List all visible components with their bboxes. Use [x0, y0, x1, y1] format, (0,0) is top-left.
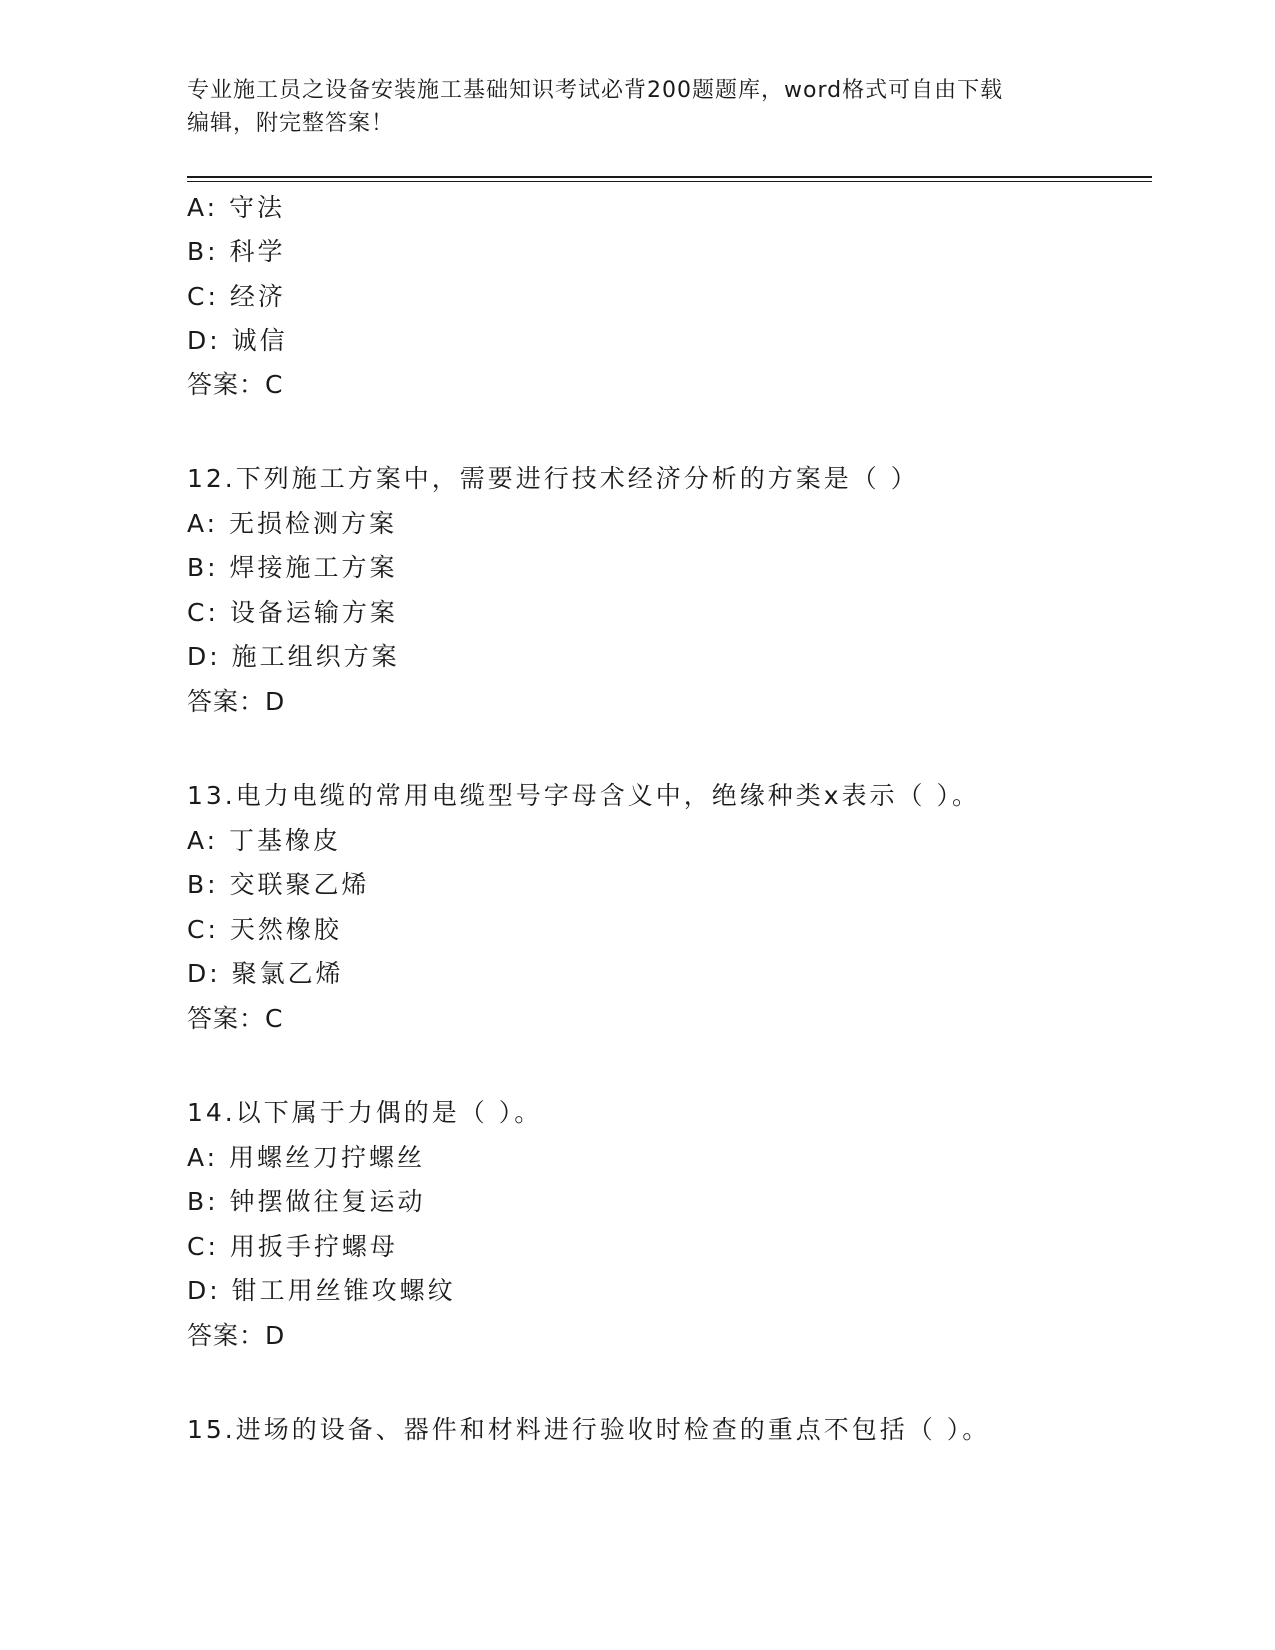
q14-answer: 答案：D — [187, 1321, 286, 1350]
header-divider-thin — [187, 181, 1152, 182]
document-header — [187, 74, 1087, 140]
q13-option-c: C: 天然橡胶 — [187, 915, 342, 944]
q11-option-d: D: 诚信 — [187, 326, 288, 355]
header-title-line-1: 专业施工员之设备安装施工基础知识考试必背200题题库，word格式可自由下载 — [187, 78, 1004, 103]
q11-option-a: A: 守法 — [187, 193, 286, 222]
q12-option-c: C: 设备运输方案 — [187, 598, 398, 627]
q14-option-b: B: 钟摆做往复运动 — [187, 1187, 426, 1216]
q12-stem: 12.下列施工方案中，需要进行技术经济分析的方案是（ ） — [187, 464, 919, 493]
q11-answer: 答案：C — [187, 370, 284, 399]
q13-stem: 13.电力电缆的常用电缆型号字母含义中，绝缘种类x表示（ ）。 — [187, 781, 981, 810]
q11-option-b: B: 科学 — [187, 237, 286, 266]
q13-option-a: A: 丁基橡皮 — [187, 826, 342, 855]
q14-option-a: A: 用螺丝刀拧螺丝 — [187, 1143, 426, 1172]
q15-stem: 15.进场的设备、器件和材料进行验收时检查的重点不包括（ ）。 — [187, 1415, 991, 1444]
q13-option-b: B: 交联聚乙烯 — [187, 870, 370, 899]
header-title-line-2: 编辑，附完整答案！ — [187, 111, 395, 136]
header-divider-thick — [187, 176, 1152, 178]
q11-option-c: C: 经济 — [187, 282, 286, 311]
q14-stem: 14.以下属于力偶的是（ ）。 — [187, 1098, 543, 1127]
q12-option-b: B: 焊接施工方案 — [187, 553, 398, 582]
q12-answer: 答案：D — [187, 687, 286, 716]
q14-option-d: D: 钳工用丝锥攻螺纹 — [187, 1276, 456, 1305]
q12-option-d: D: 施工组织方案 — [187, 642, 400, 671]
q13-option-d: D: 聚氯乙烯 — [187, 959, 344, 988]
q12-option-a: A: 无损检测方案 — [187, 509, 398, 538]
q13-answer: 答案：C — [187, 1004, 284, 1033]
q14-option-c: C: 用扳手拧螺母 — [187, 1232, 398, 1261]
